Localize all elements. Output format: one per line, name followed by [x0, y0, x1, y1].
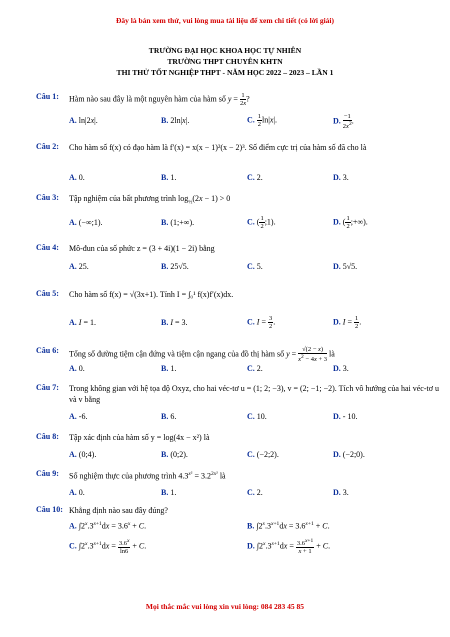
q10-option-a[interactable]: A. $\int 2^x.3^{x+1}dx = 3.6^x + C$.: [69, 521, 147, 531]
q9-option-b[interactable]: B. 1.: [161, 488, 177, 497]
q8-option-b[interactable]: B. (0;2).: [161, 450, 188, 459]
q3-option-c[interactable]: C. ( $\frac{1}{2}$ ;1).: [247, 215, 276, 230]
q9-option-a[interactable]: A. 0.: [69, 488, 85, 497]
q5-option-a[interactable]: A. I = 1.: [69, 318, 96, 327]
q2-option-b[interactable]: B. 1.: [161, 173, 177, 182]
q4-option-a[interactable]: A. 25.: [69, 262, 89, 271]
q4-option-b[interactable]: B. 25√5.: [161, 262, 189, 271]
q2-option-a[interactable]: A. 0.: [69, 173, 85, 182]
q3-option-a[interactable]: A. (−∞;1).: [69, 218, 103, 227]
q5-option-b[interactable]: B. I = 3.: [161, 318, 188, 327]
school-sub: TRƯỜNG THPT CHUYÊN KHTN: [167, 57, 283, 66]
q1-option-b[interactable]: B. 2ln|x|.: [161, 116, 190, 125]
q9-option-d[interactable]: D. 3.: [333, 488, 349, 497]
q5-option-d[interactable]: D. I = $\frac{1}{2}$ .: [333, 315, 362, 330]
q7-option-c[interactable]: C. 10.: [247, 412, 267, 421]
exam-header: [0, 45, 450, 78]
q10-option-b[interactable]: B. $\int 2^x.3^{x+1}dx = 3.6^{x+1} + C$.: [247, 521, 330, 531]
q10-option-d[interactable]: D. $\int 2^x.3^{x+1}dx$ = $\frac{3.6^{x+1}}{x + 1}$ + C.: [247, 538, 331, 556]
q7-option-b[interactable]: B. 6.: [161, 412, 177, 421]
contact-footer: Mọi thắc mắc vui lòng xin vui lòng: 084 283 45 85: [145, 602, 305, 611]
q8-option-d[interactable]: D. (−2;0).: [333, 450, 365, 459]
q4-option-c[interactable]: C. 5.: [247, 262, 263, 271]
q9-option-c[interactable]: C. 2.: [247, 488, 263, 497]
q8-option-a[interactable]: A. (0;4).: [69, 450, 97, 459]
q6-option-d[interactable]: D. 3.: [333, 364, 349, 373]
q7-option-d[interactable]: D. - 10.: [333, 412, 358, 421]
q8-option-c[interactable]: C. (−2;2).: [247, 450, 279, 459]
q6-option-c[interactable]: C. 2.: [247, 364, 263, 373]
q2-option-c[interactable]: C. 2.: [247, 173, 263, 182]
q3-option-b[interactable]: B. (1;+∞).: [161, 218, 195, 227]
q5-option-c[interactable]: C. I = $\frac{3}{2}$ .: [247, 315, 276, 330]
q4-option-d[interactable]: D. 5√5.: [333, 262, 358, 271]
q10-option-c[interactable]: C. $\int 2^x.3^{x+1}dx$ = $\frac{3.6^x}{\ln 6}$ + C.: [69, 538, 147, 556]
q2-option-d[interactable]: D. 3.: [333, 173, 349, 182]
q6-option-b[interactable]: B. 1.: [161, 364, 177, 373]
q7-option-a[interactable]: A. -6.: [69, 412, 88, 421]
q1-option-a[interactable]: A. ln|2x|.: [69, 116, 98, 125]
preview-banner: Đây là bản xem thử, vui lòng mua tài liệu để xem chi tiết (có lời giải): [115, 16, 335, 25]
school-name: TRƯỜNG ĐẠI HỌC KHOA HỌC TỰ NHIÊN: [148, 46, 302, 55]
q1-option-c[interactable]: C. $\frac{1}{2}$ ln|x|.: [247, 113, 278, 128]
q3-option-d[interactable]: D. ( $\frac{1}{2}$ ;+∞).: [333, 215, 368, 230]
q6-option-a[interactable]: A. 0.: [69, 364, 85, 373]
exam-title: THI THỬ TỐT NGHIỆP THPT - NĂM HỌC 2022 – 2023 – LẦN 1: [116, 68, 334, 77]
q1-option-d[interactable]: D. $\frac{-1}{2x^2}$ .: [333, 113, 354, 131]
